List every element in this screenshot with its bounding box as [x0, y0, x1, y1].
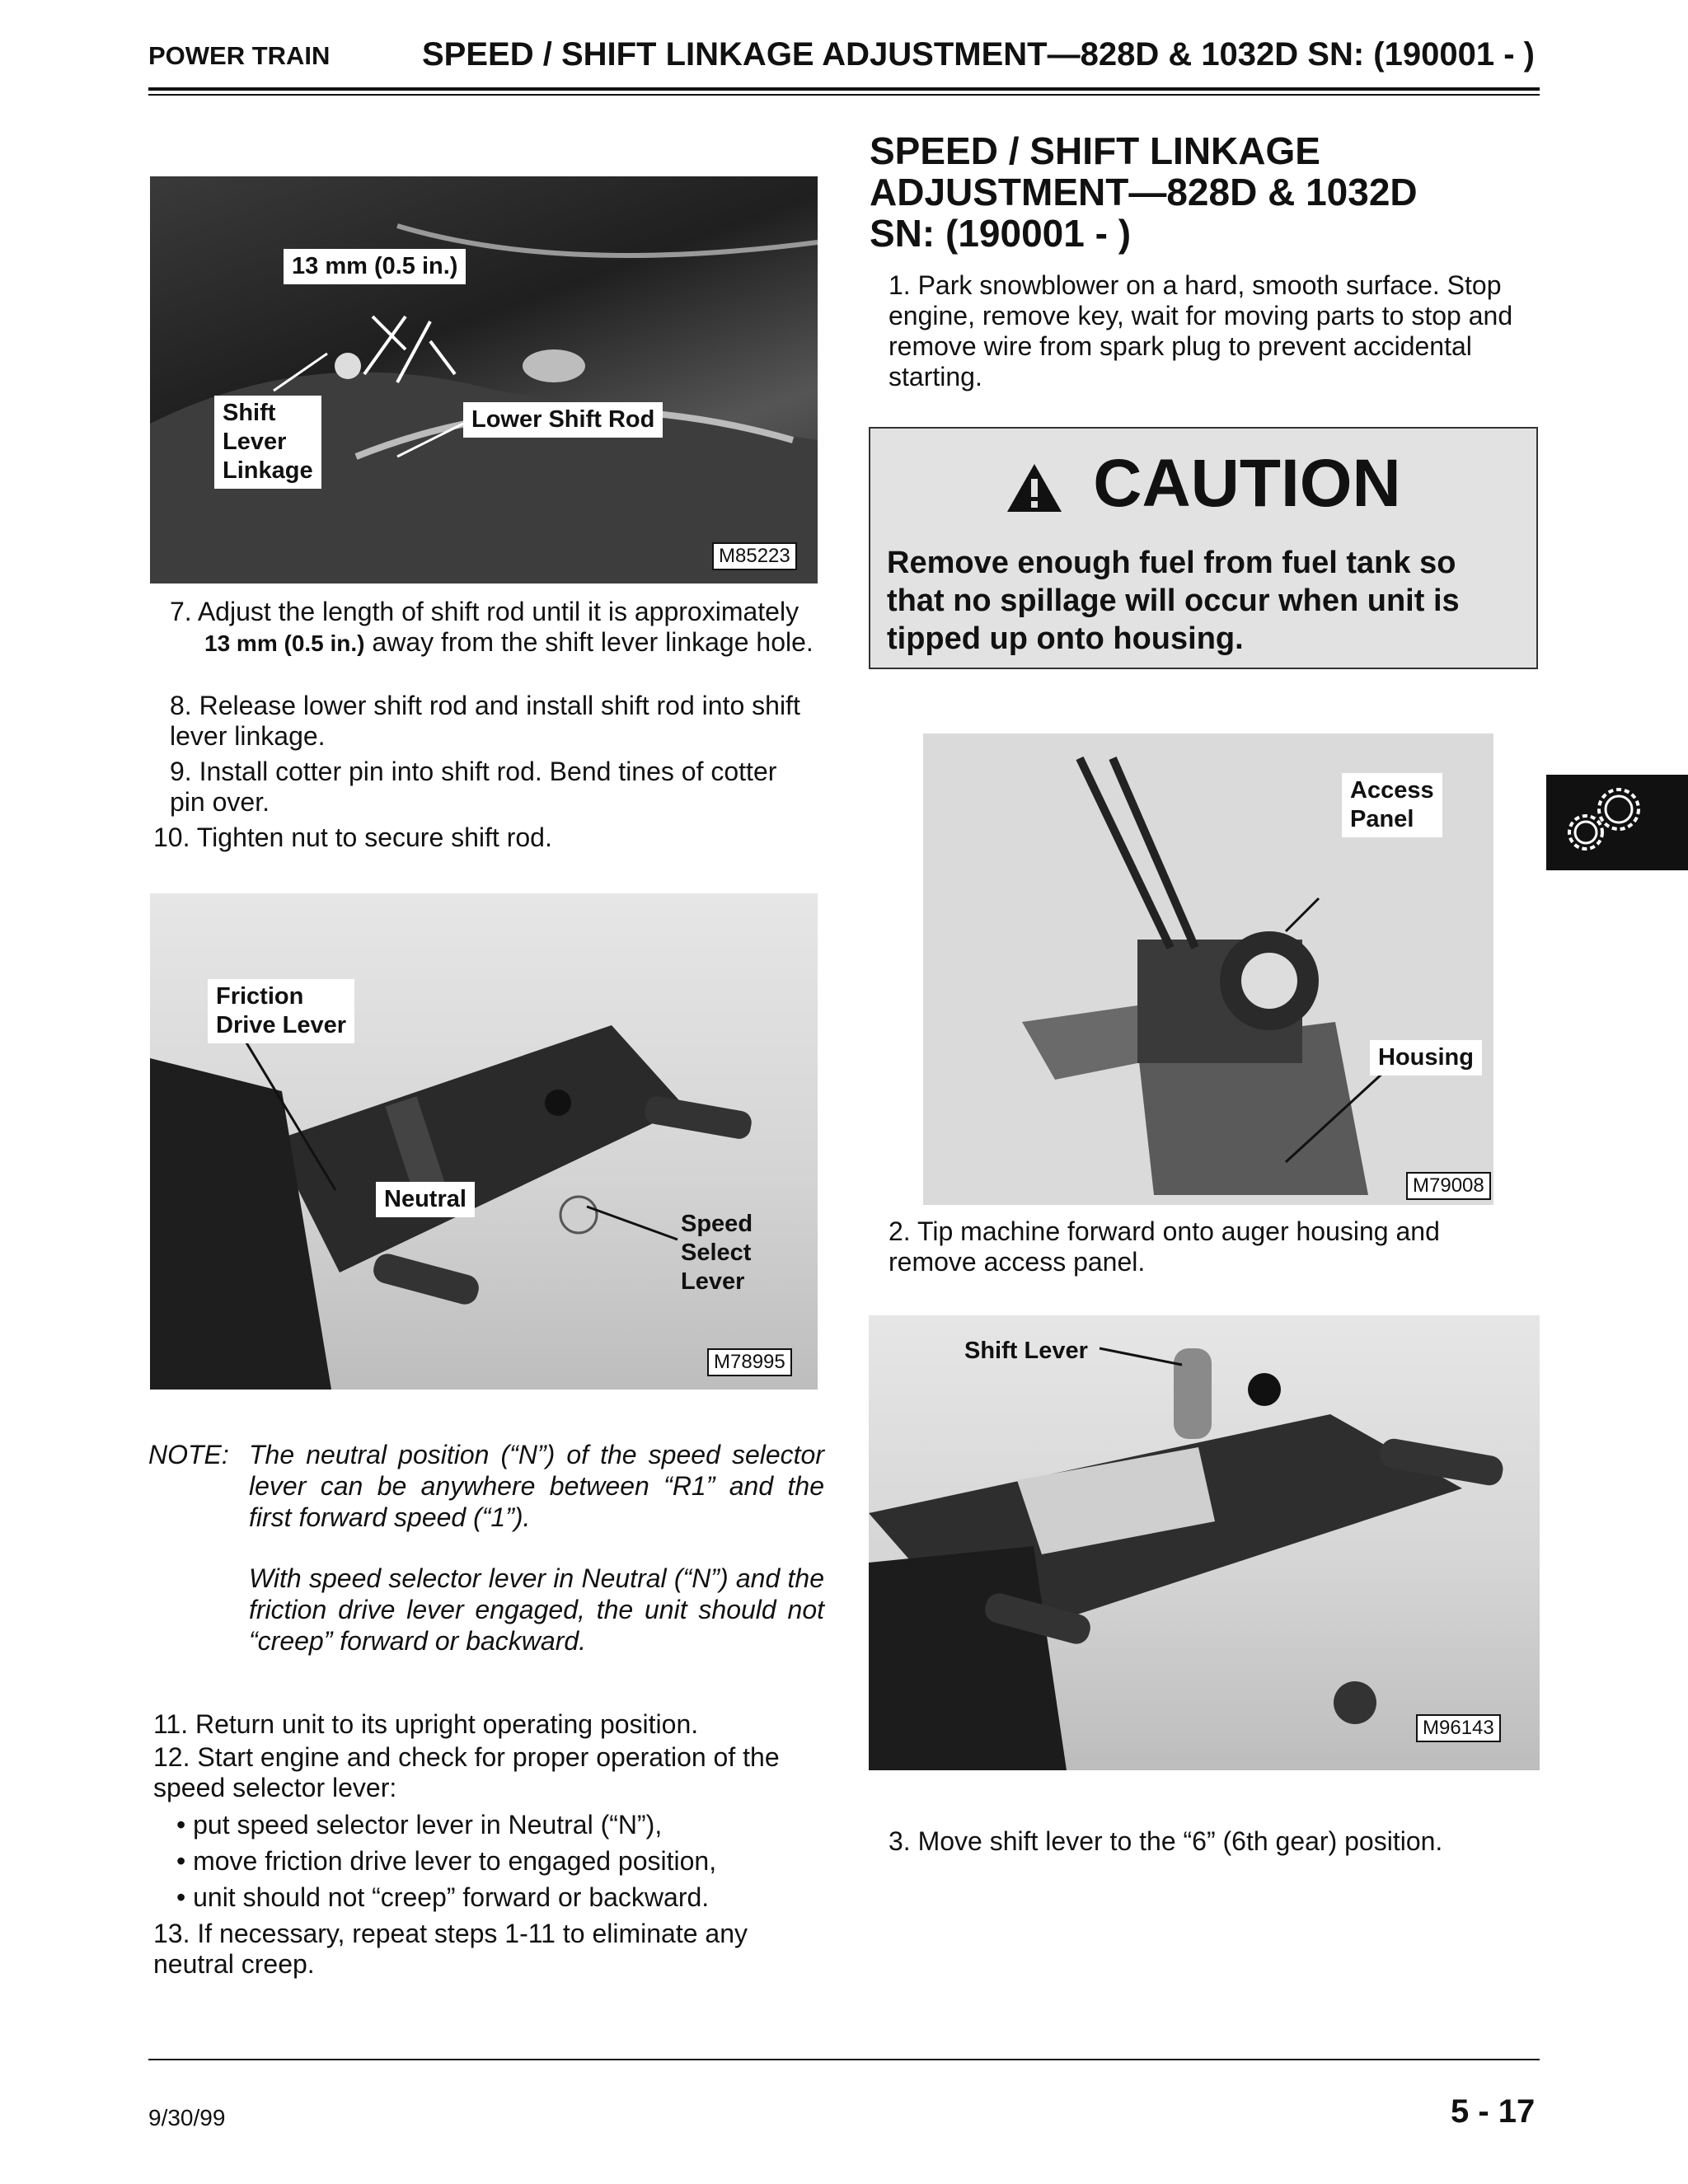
note-paragraph-2: With speed selector lever in Neutral (“N”) and the friction drive lever engaged, the unit should not “creep” forward or backward. [249, 1563, 824, 1656]
step-7-rest: away from the shift lever linkage hole. [364, 627, 814, 657]
bullet-2: • move friction drive lever to engaged position, [176, 1846, 717, 1876]
callout-line: Drive Lever [216, 1012, 346, 1038]
caution-heading-text: CAUTION [1093, 446, 1401, 521]
step-12: 12. Start engine and check for proper operation of the speed selector lever: [153, 1742, 780, 1802]
warning-triangle-icon [1006, 462, 1063, 513]
caution-body: Remove enough fuel from fuel tank so that no spillage will occur when unit is tipped up onto housing. [887, 546, 1460, 656]
figure-2-drawing [150, 893, 818, 1390]
callout-access-panel [1342, 773, 1442, 837]
header-rule-thin [148, 94, 1540, 96]
callout-line: Friction [216, 983, 304, 1010]
note-paragraph-1: The neutral position (“N”) of the speed selector lever can be anywhere between “R1” and the first forward speed (“1”). [249, 1440, 824, 1532]
section-title [870, 130, 1496, 254]
section-title-line: ADJUSTMENT—828D & 1032D [870, 171, 1418, 213]
callout-line: Panel [1350, 806, 1414, 832]
callout-friction-drive-lever [208, 979, 354, 1043]
note-label: NOTE: [148, 1440, 229, 1469]
header-rule [148, 87, 1540, 91]
section-label: POWER TRAIN [148, 41, 331, 70]
step-1: 1. Park snowblower on a hard, smooth surface. Stop engine, remove key, wait for moving parts to stop and remove wire from spark plug to prevent accidental starting. [889, 270, 1513, 391]
section-title-line: SPEED / SHIFT LINKAGE [870, 129, 1320, 172]
figure-id: M96143 [1416, 1714, 1501, 1742]
step-10: 10. Tighten nut to secure shift rod. [153, 823, 552, 852]
step-11: 11. Return unit to its upright operating position. [153, 1709, 699, 1739]
footer-date: 9/30/99 [148, 2105, 226, 2130]
step-3: 3. Move shift lever to the “6” (6th gear) position. [889, 1826, 1443, 1856]
step-7 [170, 597, 829, 658]
callout-neutral: Neutral [376, 1182, 475, 1217]
step-7-text: 7. Adjust the length of shift rod until it is approximately [170, 597, 799, 626]
bullet-1: • put speed selector lever in Neutral (“N”), [176, 1810, 663, 1840]
callout-line: Speed [681, 1211, 753, 1237]
callout-shift-lever-linkage [214, 396, 321, 489]
callout-speed-select-lever [673, 1207, 761, 1300]
note-block [148, 1439, 824, 1657]
page-header-title: SPEED / SHIFT LINKAGE ADJUSTMENT—828D & 1032D SN: (190001 - ) [422, 36, 1535, 73]
figure-control-panel-photo [150, 893, 818, 1390]
figure-shift-linkage-photo [150, 176, 818, 583]
step-2: 2. Tip machine forward onto auger housing and remove access panel. [889, 1216, 1440, 1277]
step-9: 9. Install cotter pin into shift rod. Bend tines of cotter pin over. [170, 757, 777, 817]
section-title-line: SN: (190001 - ) [870, 212, 1132, 255]
page-number: 5 - 17 [1451, 2093, 1536, 2130]
callout-line: Lever [681, 1268, 745, 1295]
footer-rule [148, 2059, 1540, 2060]
section-tab [1546, 775, 1688, 870]
callout-13mm: 13 mm (0.5 in.) [284, 249, 466, 284]
callout-line: Lever [223, 429, 287, 455]
figure-1-drawing [150, 176, 818, 583]
step-13: 13. If necessary, repeat steps 1-11 to eliminate any neutral creep. [153, 1919, 748, 1979]
step-7-continued [170, 627, 829, 658]
callout-housing: Housing [1370, 1040, 1482, 1076]
figure-id: M85223 [712, 542, 797, 570]
gears-icon [1546, 775, 1688, 870]
figure-4-drawing [869, 1315, 1540, 1770]
callout-line: Linkage [223, 457, 313, 484]
step-8: 8. Release lower shift rod and install shift rod into shift lever linkage. [170, 691, 800, 751]
caution-heading [870, 445, 1536, 523]
callout-line: Shift [223, 400, 276, 426]
caution-box [869, 427, 1538, 669]
figure-shift-lever-photo [869, 1315, 1540, 1770]
callout-line: Select [681, 1240, 752, 1266]
bullet-3: • unit should not “creep” forward or backward. [176, 1882, 710, 1912]
figure-id: M78995 [707, 1348, 792, 1376]
step-7-measure: 13 mm (0.5 in.) [204, 630, 365, 656]
callout-lower-shift-rod: Lower Shift Rod [463, 402, 663, 438]
callout-line: Access [1350, 777, 1434, 804]
callout-shift-lever: Shift Lever [964, 1338, 1088, 1364]
figure-id: M79008 [1406, 1172, 1491, 1200]
figure-tipped-snowblower-photo [923, 733, 1493, 1205]
